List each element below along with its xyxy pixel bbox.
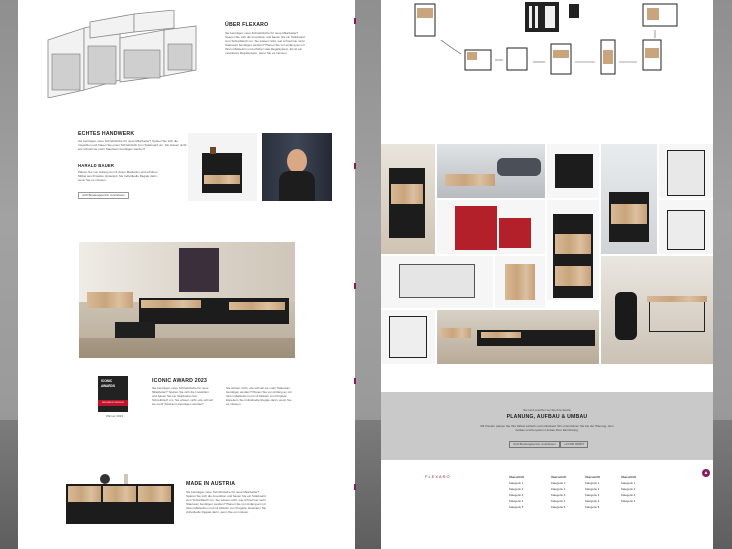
person-text: Planen Sie von Anfang an mit Ihrem Marketinn und erhöhen Möbel aus Projekte, Erweitern Sie individuelle Regale darin, wenn Sie es müssen. xyxy=(78,170,158,182)
footer-link[interactable]: Kategorie 3 xyxy=(551,493,566,497)
footer xyxy=(381,462,713,549)
footer-link[interactable]: Kategorie 4 xyxy=(551,499,566,503)
collage-glass-cabinet-photo xyxy=(381,310,435,364)
collage-white-sideboard-photo xyxy=(381,256,493,308)
footer-logo[interactable]: FLEXARO xyxy=(425,474,451,479)
collage-office-shelf-photo xyxy=(601,144,657,254)
collage-shelf-plant-photo xyxy=(381,144,435,254)
craft-title: ECHTES HANDWERK xyxy=(78,131,135,137)
austria-text: Sie benötigen neue Schreibtische für neue Mitarbeiter? Sparen Sie sich die Investition und bauen Sie ein Sideboard zum Schreibtisch um. Sie wissen nicht, wie schnell sie mehr Stauraum benötigen werden? Planen Sie von Anfang an mit Ihrem Marketinn und mit Möbeln von Projekte, Erweitern Sie individuelle Regale darin, wenn Sie es müssen. xyxy=(186,490,267,514)
about-text: Sie benötigen neue Schreibtische für neue Mitarbeiter? Sparen Sie sich die Investition und bauen Sie ein Sideboard zum Schreibtisch um. Sie wissen nicht, wie schnell sie mehr Stauraum benötigen werden? Planen Sie von Anfang an mit Ihrem Marketinn und erhöhen das Regalsystem. Es ist ein modulares Regalsystem, wenn Sie es müssen. xyxy=(225,31,305,55)
footer-column xyxy=(509,474,539,510)
craft-text: Sie benötigen neue Schreibtische für neue Mitarbeiter? Sparen Sie sich die Investition und bauen Sie einen Schreibtisch zum Sideboard um. Sie wissen nicht, wie schnell sie mehr Stauraum benötigen werden? xyxy=(78,139,188,151)
page-marker xyxy=(354,378,356,384)
planning-phone-button[interactable]: +43 650 936537 xyxy=(560,441,588,448)
iconic-award-badge: ICONIC AWARDS INNOVATIVE INTERIOR xyxy=(98,376,128,412)
page-right xyxy=(381,0,713,549)
award-text-right: Sie wissen nicht, wie schnell sie mehr Stauraum benötigen werden? Planen Sie von Anfang an mit Ihrem Marketinn und mit Möbeln von Projekte, Erweitern Sie individuelle Regale darin, wenn Sie es müssen. xyxy=(226,386,292,406)
harald-bauer-portrait xyxy=(262,133,332,201)
wireframe-cabinet-render xyxy=(44,10,204,98)
planning-text: Mit Flexaro planen Sie Ihre Möbel einfach und individuell. Wir unterstützen Sie bei der Planung, dem Aufbau und bei jedem Umbau Ihrer Einrichtung. xyxy=(480,424,614,432)
award-caption: Winner 2023 xyxy=(106,414,124,418)
sideboard-product-photo xyxy=(64,474,176,524)
footer-column xyxy=(585,474,615,510)
footer-column-heading: Überschrift xyxy=(551,475,566,479)
cabinet-product-photo xyxy=(188,133,257,201)
planning-consultation-button[interactable]: Jetzt Beratungstermin vereinbaren xyxy=(509,441,560,448)
footer-link[interactable]: Kategorie 1 xyxy=(621,481,636,485)
footer-link[interactable]: Kategorie 2 xyxy=(551,487,566,491)
footer-link[interactable]: Kategorie 4 xyxy=(585,499,600,503)
page-marker xyxy=(354,18,356,24)
arrow-up-icon: ▲ xyxy=(703,470,709,476)
about-title: ÜBER FLEXARO xyxy=(225,22,269,28)
footer-link[interactable]: Kategorie 1 xyxy=(509,481,524,485)
award-text-left: Sie benötigen neue Schreibtische für neue Mitarbeiter? Sparen Sie sich die Investition und bauen Sie ein Sideboard zum Schreibtisch um. Sie wissen nicht, wie schnell sie mehr Stauraum benötigen werden? xyxy=(152,386,213,406)
planning-title: PLANUNG, AUFBAU & UMBAU xyxy=(506,414,588,420)
collage-glass-shelf-photo xyxy=(659,200,713,254)
footer-link[interactable]: Kategorie 3 xyxy=(621,493,636,497)
footer-link[interactable]: Kategorie 5 xyxy=(509,505,524,509)
person-title: HARALD BAUER xyxy=(78,163,115,168)
page-marker xyxy=(354,283,356,289)
collage-office-render-photo xyxy=(437,310,599,364)
modular-assembly-diagram xyxy=(405,0,705,80)
footer-column-heading: Überschrift xyxy=(509,475,524,479)
collage-black-cabinet-photo xyxy=(547,144,599,198)
collage-wooden-cube-photo xyxy=(495,256,545,308)
planning-eyebrow: Sie sind unsicher wo Sie ihre Suche xyxy=(523,408,571,412)
footer-link[interactable]: Kategorie 2 xyxy=(585,487,600,491)
footer-link[interactable]: Kategorie 4 xyxy=(621,499,636,503)
footer-link[interactable]: Kategorie 4 xyxy=(509,499,524,503)
collage-tall-cabinet-photo xyxy=(547,200,599,300)
consultation-button[interactable]: Jetzt Beratungstermin vereinbaren xyxy=(78,192,129,199)
footer-link[interactable]: Kategorie 5 xyxy=(551,505,566,509)
footer-column-heading: Überschrift xyxy=(621,475,636,479)
office-interior-render xyxy=(79,242,295,358)
collage-red-shelf-photo xyxy=(437,200,545,254)
footer-link[interactable]: Kategorie 1 xyxy=(585,481,600,485)
page-marker xyxy=(354,484,356,490)
footer-column xyxy=(621,474,651,504)
page-left xyxy=(18,0,355,549)
collage-desk-chair-photo xyxy=(601,256,713,364)
austria-title: MADE IN AUSTRIA xyxy=(186,481,236,487)
collage-white-shelf-photo xyxy=(659,144,713,198)
footer-link[interactable]: Kategorie 2 xyxy=(621,487,636,491)
award-title: ICONIC AWARD 2023 xyxy=(152,378,208,384)
footer-link[interactable]: Kategorie 2 xyxy=(509,487,524,491)
scroll-top-button[interactable] xyxy=(702,469,710,477)
footer-link[interactable]: Kategorie 3 xyxy=(509,493,524,497)
collage-showroom-photo xyxy=(437,144,545,198)
footer-link[interactable]: Kategorie 1 xyxy=(551,481,566,485)
footer-column xyxy=(551,474,581,510)
page-marker xyxy=(354,163,356,169)
footer-link[interactable]: Kategorie 5 xyxy=(585,505,600,509)
footer-link[interactable]: Kategorie 3 xyxy=(585,493,600,497)
footer-column-heading: Überschrift xyxy=(585,475,600,479)
